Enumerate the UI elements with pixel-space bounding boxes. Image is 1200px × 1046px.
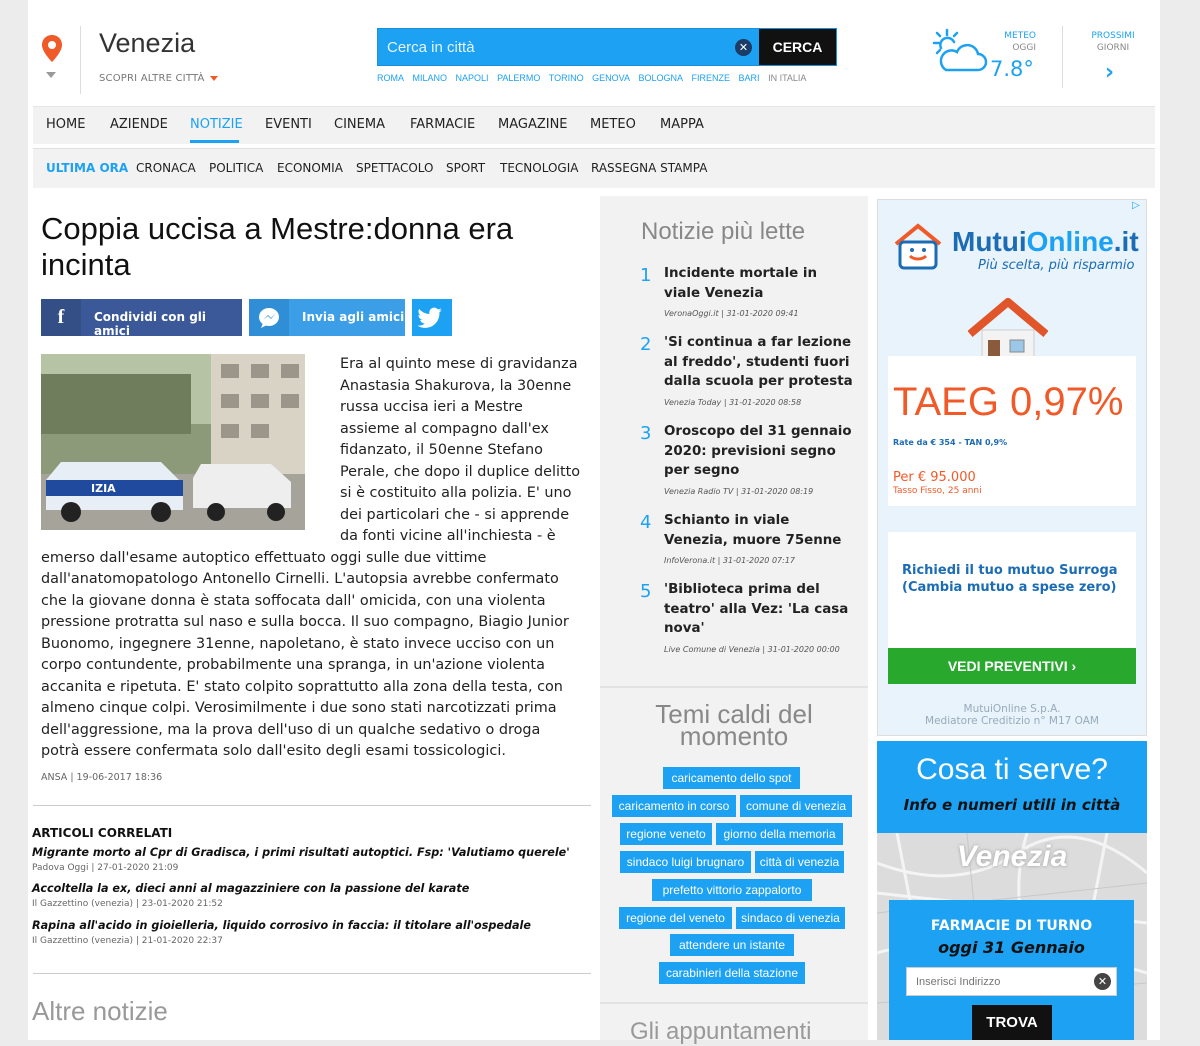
clear-icon[interactable]: ✕ — [735, 39, 752, 56]
header-divider — [1062, 26, 1063, 88]
ad-taeg: TAEG 0,97% — [893, 380, 1124, 424]
other-cities-link[interactable] — [99, 73, 218, 84]
main-nav — [33, 106, 1155, 144]
map-city-name: Venezia — [956, 840, 1068, 873]
pharmacy-date: oggi 31 Gennaio — [938, 938, 1085, 957]
city-dropdown-caret-icon[interactable] — [46, 72, 56, 78]
subnav-ultima-ora[interactable]: ULTIMA ORA — [46, 161, 129, 175]
divider — [33, 805, 591, 806]
most-read-link[interactable]: 'Si continua a far lezione al freddo', studenti fuori dalla scuola per protesta — [664, 335, 853, 390]
city-links — [377, 73, 812, 83]
nav-home[interactable]: HOME — [46, 117, 86, 132]
topic-tag[interactable]: città di venezia — [755, 851, 844, 873]
nav-meteo[interactable]: METEO — [590, 117, 636, 132]
related-article-link[interactable]: Migrante morto al Cpr di Gradisca, i primi risultati autoptici. Fsp: 'Valutiamo querele' — [32, 846, 570, 859]
ad-footer-line: Mediatore Creditizio n° M17 OAM — [925, 715, 1099, 727]
nav-eventi[interactable]: EVENTI — [265, 117, 312, 132]
city-link[interactable]: BOLOGNA — [638, 73, 683, 83]
subnav-cronaca[interactable]: CRONACA — [136, 161, 196, 175]
subnav-sport[interactable]: SPORT — [446, 161, 486, 175]
oggi-text: OGGI — [1012, 43, 1036, 53]
nav-aziende[interactable]: AZIENDE — [110, 117, 168, 132]
related-article-meta: Il Gazzettino (venezia) | 23-01-2020 21:52 — [32, 899, 223, 909]
subnav-rassegna-stampa[interactable]: RASSEGNA STAMPA — [591, 161, 708, 175]
pharmacy-heading: FARMACIE DI TURNO — [930, 918, 1093, 934]
nav-magazine[interactable]: MAGAZINE — [498, 117, 568, 132]
hot-topics-heading: Temi caldi del momento — [655, 699, 813, 751]
topic-tag[interactable]: caricamento in corso — [612, 795, 736, 817]
search-input[interactable] — [378, 29, 758, 65]
divider — [600, 1002, 868, 1004]
subnav-tecnologia[interactable]: TECNOLOGIA — [500, 161, 579, 175]
most-read-meta: Venezia Today | 31-01-2020 08:58 — [664, 398, 802, 407]
meteo-text: METEO — [1004, 31, 1036, 41]
other-cities-label: SCOPRI ALTRE CITTÀ — [99, 73, 205, 84]
facebook-share-button[interactable] — [41, 299, 242, 336]
most-read-meta: Venezia Radio TV | 31-01-2020 08:19 — [664, 487, 814, 496]
divider — [600, 686, 868, 688]
messenger-icon — [249, 299, 289, 336]
most-read-link[interactable]: Schianto in viale Venezia, muore 75enne — [664, 513, 842, 548]
article-body-text: Era al quinto mese di gravidanza Anastasia Shakurova, la 30enne russa uccisa ieri a Mestre assieme al compagno dall'ex fidanzato, il 50enne Stefano Perale, che dopo il duplice delitto si è costituito alla polizia. E' uno dei particolari che - si apprende da fonti vicine all'inchiesta - è emerso dall'esame autoptico effettuato oggi sulle due vittime dall'anatomopatologo Antonello Cirnelli. L'autopsia avrebbe confermato che la giovane donna è stata soffocata dall' omicida, con una violenta pressione protratta sul naso e sulla bocca. Il suo compagno, Biagio Junior Buonomo, ingegnere 31enne, napoletano, è stato invece ucciso con un corpo contundente, probabilmente una spranga, in un'azione violenta accanita e ripetuta. E' stato colpito soprattutto alla zona della testa, con almeno cinque colpi. Verosimilmente i due sono stati narcotizzati prima dell'aggressione, ma la prova dell'uso di un qualche sedativo o droga potrà essere confermata solo dall'esito degli esami tossicologici. — [41, 356, 581, 759]
city-link[interactable]: MILANO — [412, 73, 448, 83]
find-button[interactable]: TROVA — [972, 1005, 1052, 1040]
divider — [33, 973, 591, 974]
related-heading: ARTICOLI CORRELATI — [32, 826, 173, 840]
nav-mappa[interactable]: MAPPA — [660, 117, 704, 132]
temperature: 7.8° — [990, 57, 1034, 81]
services-subtitle: Info e numeri utili in città — [903, 796, 1121, 814]
topic-tag[interactable]: sindaco luigi brugnaro — [620, 851, 751, 873]
adchoices-icon[interactable]: ▷ — [1132, 200, 1140, 211]
subnav-politica[interactable]: POLITICA — [209, 161, 264, 175]
city-link[interactable]: TORINO — [548, 73, 584, 83]
most-read-link[interactable]: Oroscopo del 31 gennaio 2020: previsioni segno per segno — [664, 424, 852, 479]
address-input[interactable] — [906, 967, 1117, 996]
chevron-right-icon[interactable]: › — [1105, 60, 1115, 85]
topic-tag[interactable]: caricamento dello spot — [663, 767, 800, 789]
search-button[interactable]: CERCA — [759, 29, 836, 65]
city-link[interactable]: NAPOLI — [455, 73, 489, 83]
ad-brand — [952, 226, 1139, 258]
police-car-text: IZIA — [91, 482, 116, 495]
topic-tag[interactable]: giorno della memoria — [716, 823, 843, 845]
city-link[interactable]: FIRENZE — [691, 73, 731, 83]
subnav-economia[interactable]: ECONOMIA — [277, 161, 343, 175]
twitter-share-button[interactable] — [412, 299, 452, 336]
twitter-icon — [412, 299, 452, 336]
sub-nav — [33, 148, 1155, 188]
related-article-meta: Il Gazzettino (venezia) | 21-01-2020 22:37 — [32, 936, 223, 946]
subnav-spettacolo[interactable]: SPETTACOLO — [356, 161, 434, 175]
ad-footer-line: MutuiOnline S.p.A. — [963, 703, 1061, 715]
ad-surroga-text[interactable]: Richiedi il tuo mutuo Surroga (Cambia mutuo a spese zero) — [902, 563, 1118, 595]
header-divider — [80, 26, 81, 94]
chevron-right-icon: › — [1071, 658, 1077, 674]
city-link[interactable]: ROMA — [377, 73, 404, 83]
topic-tag[interactable]: regione veneto — [620, 823, 712, 845]
ad-footer — [888, 703, 1136, 727]
related-article-link[interactable]: Accoltella la ex, dieci anni al magazziniere con la passione del karate — [32, 882, 470, 895]
ad-amount: Per € 95.000 — [893, 470, 976, 485]
prossimi-text: PROSSIMI — [1091, 31, 1135, 41]
nav-farmacie[interactable]: FARMACIE — [410, 117, 476, 132]
services-title: Cosa ti serve? — [916, 753, 1108, 786]
topic-tag[interactable]: comune di venezia — [740, 795, 852, 817]
most-read-heading: Notizie più lette — [641, 218, 806, 245]
ad-term: Tasso Fisso, 25 anni — [893, 486, 982, 496]
in-italia-link[interactable]: IN ITALIA — [768, 73, 807, 83]
ad-brand-part-b: Online — [1026, 226, 1114, 257]
most-read-meta: VeronaOggi.it | 31-01-2020 09:41 — [664, 309, 799, 318]
see-quotes-button[interactable] — [888, 648, 1136, 684]
city-name: Venezia — [99, 28, 196, 58]
nav-cinema[interactable]: CINEMA — [334, 117, 385, 132]
most-read-meta: InfoVerona.it | 31-01-2020 07:17 — [664, 556, 795, 565]
messenger-share-button[interactable] — [249, 299, 405, 336]
article-source: ANSA | 19-06-2017 18:36 — [41, 772, 163, 783]
other-news-heading: Altre notizie — [32, 996, 168, 1026]
ad-brand-part-a: Mutui — [952, 226, 1027, 257]
related-article-link[interactable]: Rapina all'acido in gioielleria, liquido corrosivo in faccia: il titolare all'ospedale — [32, 919, 531, 932]
messenger-share-label: Invia agli amici — [302, 310, 405, 324]
article-photo[interactable] — [41, 354, 305, 530]
active-tab-underline — [190, 140, 239, 143]
city-link[interactable]: GENOVA — [592, 73, 630, 83]
next-days-link[interactable] — [1086, 30, 1140, 54]
most-read-link[interactable]: 'Biblioteca prima del teatro' alla Vez: 'La casa nova' — [664, 582, 849, 637]
city-link[interactable]: BARI — [738, 73, 760, 83]
location-pin-icon[interactable] — [40, 34, 64, 64]
search-bar — [377, 28, 837, 66]
ad-rate: Rate da € 354 - TAN 0,9% — [893, 438, 1008, 447]
ad-tagline: Più scelta, più risparmio — [978, 258, 1135, 273]
topic-tag[interactable]: regione del veneto — [619, 907, 732, 929]
rank-number: 5 — [640, 581, 652, 602]
mutuionline-logo-icon — [892, 222, 944, 274]
meteo-label[interactable] — [996, 30, 1036, 54]
appointments-heading: Gli appuntamenti — [630, 1018, 812, 1045]
see-quotes-label: VEDI PREVENTIVI — [947, 658, 1068, 674]
giorni-text: GIORNI — [1096, 43, 1130, 53]
triangle-down-icon — [210, 76, 218, 81]
rank-number: 1 — [640, 265, 652, 286]
topic-tag[interactable]: attendere un istante — [670, 934, 794, 956]
nav-notizie[interactable]: NOTIZIE — [190, 117, 243, 132]
facebook-icon: f — [41, 299, 81, 336]
most-read-link[interactable]: Incidente mortale in viale Venezia — [664, 266, 818, 301]
related-article-meta: Padova Oggi | 27-01-2020 21:09 — [32, 863, 179, 873]
city-link[interactable]: PALERMO — [497, 73, 541, 83]
topic-tag[interactable]: prefetto vittorio zappalorto — [652, 879, 812, 901]
facebook-share-label: Condividi con gli amici — [94, 310, 207, 338]
rank-number: 3 — [640, 423, 652, 444]
topic-tag[interactable]: carabinieri della stazione — [659, 962, 805, 984]
most-read-meta: Live Comune di Venezia | 31-01-2020 00:00 — [664, 645, 840, 654]
rank-number: 2 — [640, 334, 652, 355]
rank-number: 4 — [640, 512, 652, 533]
article-title: Coppia uccisa a Mestre:donna era incinta — [41, 211, 514, 282]
ad-brand-part-c: .it — [1113, 226, 1139, 257]
clear-icon[interactable]: ✕ — [1094, 973, 1111, 990]
partly-cloudy-icon[interactable] — [930, 28, 990, 76]
topic-tag[interactable]: sindaco di venezia — [736, 907, 845, 929]
